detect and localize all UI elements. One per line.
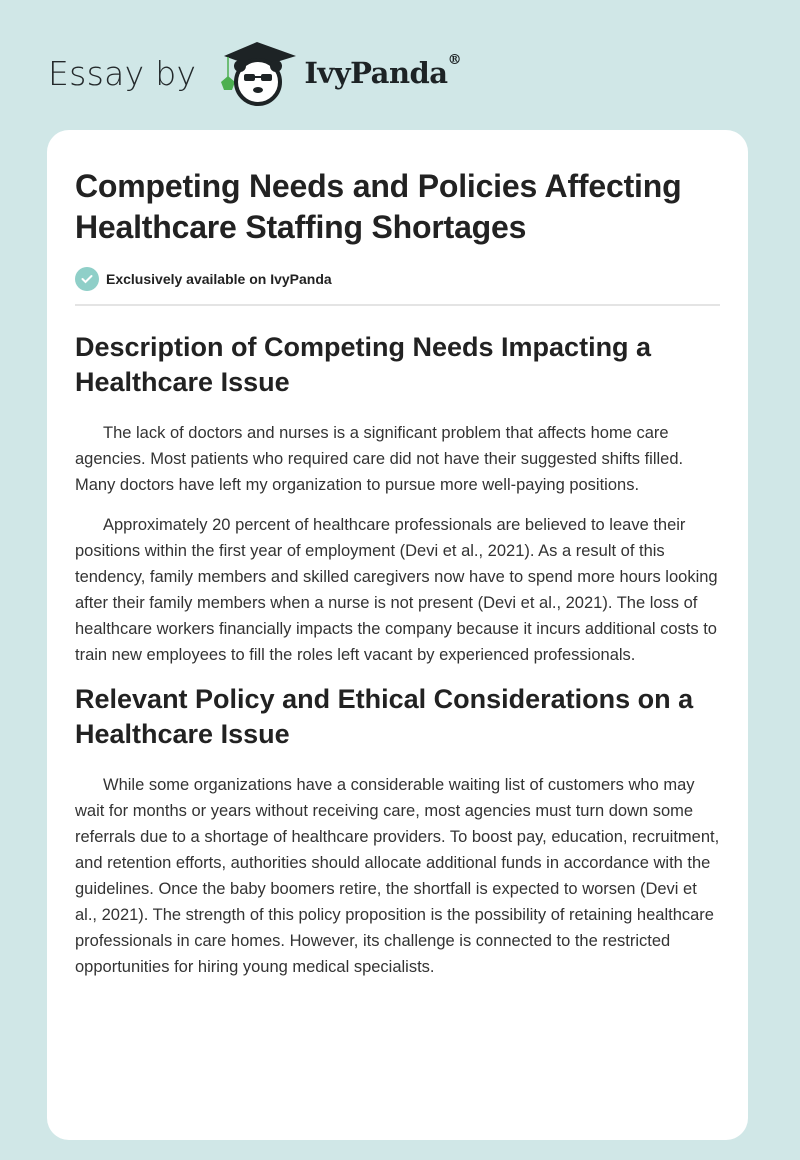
section-heading: Description of Competing Needs Impacting a Healthcare Issue — [75, 332, 652, 397]
ivypanda-brand[interactable] — [304, 52, 462, 90]
badge-text: Exclusively available on IvyPanda — [106, 271, 332, 287]
essay-by-label: Essay by — [48, 53, 197, 93]
essay-card — [47, 130, 748, 1140]
paragraph: Approximately 20 percent of healthcare professionals are believed to leave their positions within the first year of employment (Devi et al., 2021). As a result of this tendency, family members and skilled caregivers now have to spend more hours looking after their family members when a nurse is not present (Devi et al., 2021). The loss of healthcare workers financially impacts the company because it incurs additional costs to train new employees to fill the roles left vacant by experienced professionals. — [75, 516, 718, 664]
section-heading: Relevant Policy and Ethical Considerations on a Healthcare Issue — [75, 684, 694, 749]
ivypanda-logo-icon[interactable] — [216, 38, 298, 108]
essay-title: Competing Needs and Policies Affecting Healthcare Staffing Shortages — [75, 168, 682, 245]
brand-name: IvyPanda — [304, 56, 448, 90]
exclusive-badge — [75, 266, 720, 292]
paragraph: While some organizations have a considerable waiting list of customers who may wait for months or years without receiving care, most agencies must turn down some referrals due to a shortage of healthcare providers. To boost pay, education, recruitment, and retention efforts, authorities should allocate additional funds in accordance with the guidelines. Once the baby boomers retire, the shortfall is expected to worsen (Devi et al., 2021). The strength of this policy proposition is the possibility of retaining healthcare professionals in care homes. However, its challenge is connected to the restricted opportunities for hiring young medical specialists. — [75, 776, 720, 976]
site-header — [48, 38, 461, 108]
divider — [75, 304, 720, 306]
check-icon — [75, 267, 99, 291]
registered-mark: ® — [447, 52, 462, 68]
paragraph: The lack of doctors and nurses is a significant problem that affects home care agencies. Most patients who required care did not have their suggested shifts filled. Many doctors have left my organization to pursue more well-paying positions. — [75, 424, 684, 494]
